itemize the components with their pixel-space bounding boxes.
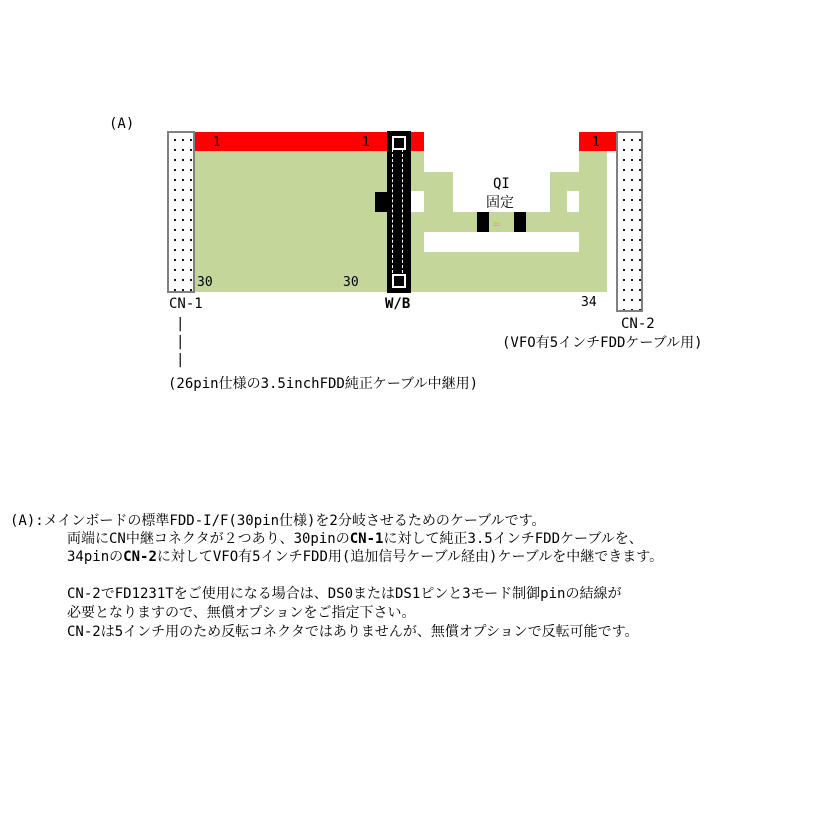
qi-fix-block-left	[477, 212, 489, 232]
cn1-pin1-number: 1	[213, 135, 221, 150]
desc-line-3c: に対してVFO有5インチFDD用(追加信号ケーブル経由)ケーブルを中継できます。	[156, 549, 664, 565]
wb-pin1-number: 1	[362, 135, 370, 150]
wb-pin-line-left	[392, 149, 395, 273]
wb-pin30-square	[392, 274, 406, 288]
desc-line-6: CN-2は5インチ用のため反転コネクタではありませんが、無償オプションで反転可能です。	[67, 624, 639, 640]
diagram-label-a: (A)	[109, 116, 135, 132]
qi-label: QI	[493, 176, 510, 192]
pin1-stripe-left	[195, 132, 387, 151]
fixed-label: 固定	[486, 195, 514, 211]
cn2-note: (VFO有5インチFDDケーブル用)	[502, 335, 703, 351]
cn1-connector	[167, 131, 195, 293]
qi-fix-block-right	[514, 212, 526, 232]
wb-key	[375, 192, 387, 212]
desc-line-1: (A):メインボードの標準FDD-I/F(30pin仕様)を2分岐させるためのケーブルです。	[10, 513, 546, 529]
desc-line-3a: 34pinの	[67, 549, 124, 565]
desc-line-3	[67, 549, 663, 565]
cn2-label: CN-2	[621, 316, 655, 332]
cutout-top	[424, 151, 579, 172]
cn2-pin34-number: 34	[581, 295, 597, 310]
wb-pin1-square	[392, 136, 406, 150]
cn1-label: CN-1	[169, 296, 203, 312]
wb-connector	[387, 131, 411, 293]
desc-line-2c: に対して純正3.5インチFDDケーブルを、	[383, 531, 643, 547]
cutout-bottom	[424, 232, 579, 252]
cn1-pin30-number: 30	[197, 275, 213, 290]
desc-cn2-bold: CN-2	[123, 549, 157, 565]
desc-line-4: CN-2でFD1231Tをご使用になる場合は、DS0またはDS1ピンと3モード制御pinの結線が	[67, 586, 622, 602]
cn2-connector	[616, 131, 643, 312]
cn1-note: (26pin仕様の3.5inchFDD純正ケーブル中継用)	[168, 376, 479, 392]
desc-line-5: 必要となりますので、無償オプションをご指定下さい。	[67, 605, 416, 621]
cn1-leader-3: |	[176, 352, 185, 368]
equal-mark: =	[493, 217, 501, 231]
desc-line-2	[67, 531, 643, 547]
pin1-stripe-middle	[411, 132, 424, 151]
cutout-left-notch	[411, 191, 424, 212]
desc-cn1-bold: CN-1	[349, 531, 384, 547]
cn1-leader-1: |	[176, 316, 185, 332]
desc-line-2a: 両端にCN中継コネクタが２つあり、30pinの	[67, 531, 350, 547]
wb-pin-line-right	[402, 149, 405, 273]
wb-label: W/B	[385, 296, 411, 312]
cable-body-left	[195, 151, 387, 292]
cn2-pin1-number: 1	[592, 135, 600, 150]
cn1-leader-2: |	[176, 334, 185, 350]
cutout-right-notch	[567, 191, 579, 212]
wb-pin30-number: 30	[343, 275, 359, 290]
